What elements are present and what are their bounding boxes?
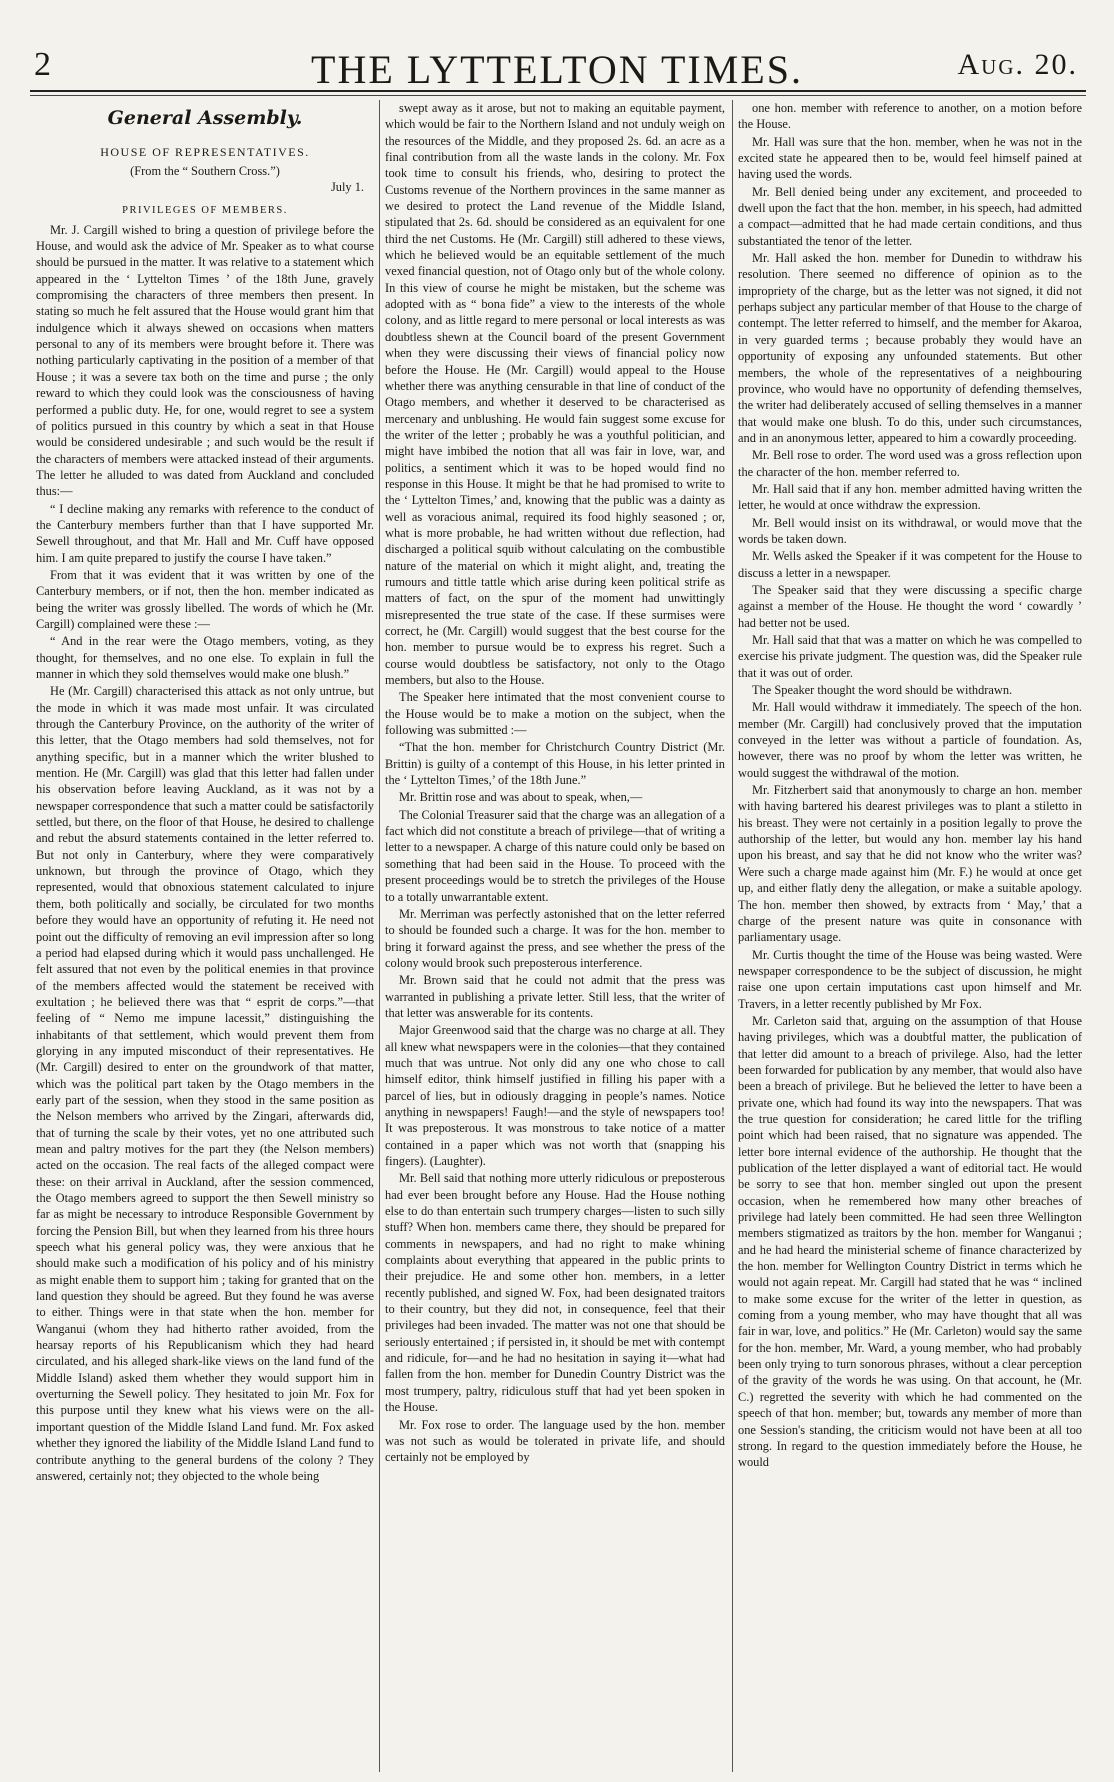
masthead-rule	[30, 90, 1086, 92]
paragraph: Mr. Hall said that if any hon. member admitted having written the letter, he would at once withdraw the expression.	[738, 481, 1082, 513]
paragraph: “That the hon. member for Christchurch Country District (Mr. Brittin) is guilty of a contempt of this House, in his letter printed in the ‘ Lyttelton Times,’ of the 18th June.”	[385, 740, 725, 788]
column-body	[36, 222, 374, 1484]
article-date: July 1.	[330, 180, 364, 195]
paragraph: Mr. Merriman was perfectly astonished that on the letter referred to should be founded such a charge. It was for the hon. member to bring it forward against the press, and see whether the press of the colony would brook such preposterous interference.	[385, 906, 725, 970]
paragraph: Mr. Wells asked the Speaker if it was competent for the House to discuss a letter in a newspaper.	[738, 549, 1082, 580]
paragraph: one hon. member with reference to another, on a motion before the House.	[738, 101, 1082, 132]
paragraph: From that it was evident that it was written by one of the Canterbury members, or if not, then the hon. member indicated as being the writer was grossly libelled. The words of which he (Mr. Cargill) complained were these :—	[36, 567, 374, 631]
column-body	[385, 100, 725, 1466]
column-divider	[732, 100, 733, 1772]
paragraph: swept away as it arose, but not to making an equitable payment, which would be fair to the Northern Island and not unduly weigh on the resources of the Middle, and they proposed 2s. 6d. an acre as a final contribution from all the waste lands in the colony. Mr. Fox took time to consult his friends, who, desiring to protect the Customs revenue of the Northern provinces in the same manner as we desired to protect the Land revenue of the Middle Island, stipulated that 2s. 6d. should be considered as an equivalent for one third the net Customs. He (Mr. Cargill) still adhered to these views, which he believed would be an equitable settlement of the much vexed financial question, not of Otago only but of the whole colony. In this view of course he might be mistaken, but the scheme was adopted with as “ bona fide” a view to the interests of the whole colony, and as little regard to mere personal or local interests as was doubtless shewn at the Council board of the present Government when they were discussing their views of financial policy now before the House. He (Mr. Cargill) would appeal to the House whether there was anything censurable in that line of conduct of the Otago members, and whether it deserved to be characterised as mercenary and unblushing. He would fain suggest some excuse for the writer of the letter ; probably he was a youthful politician, and might have imbibed the notion that all was fair in love, war, and politics, a sentiment which it was to be hoped would find no response in this House. It might be that he had promised to write to the ‘ Lyttelton Times,’ and, knowing that the public was a dainty as well as voracious animal, required its food highly seasoned ; or, what is more probable, he had written without due reflection, had discharged a political squib without calculating on the combustible nature of the material on which it might alight, and, treating the rumours and tittle tattle which arise during keen political strife as matters of fact, on the spur of the moment had unwittingly misrepresented the true state of the case. If these surmises were correct, he (Mr. Cargill) would suggest that the best course for the hon. member to pursue would be to express his regret. Such a course would doubtless be satisfactory, not only to the Otago members, but also to the House.	[385, 101, 725, 688]
paragraph: Mr. Bell denied being under any excitement, and proceeded to dwell upon the fact that the hon. member, in his speech, had admitted a compact—admitted that he had made certain conditions, and thus substantiated the tenor of the letter.	[738, 184, 1082, 248]
paragraph: “ I decline making any remarks with reference to the conduct of the Canterbury members further than that I have supported Mr. Sewell throughout, and that Mr. Hall and Mr. Cuff have opposed him. I am quite prepared to justify the course I have taken.”	[36, 501, 374, 565]
paragraph: Mr. Hall asked the hon. member for Dunedin to withdraw his resolution. There seemed no difference of opinion as to the impropriety of the charge, but as the letter was not signed, it did not perhaps subject any particular member of that House to the charge of contempt. The letter referred to himself, and the member for Akaroa, in very guarded terms ; because probably they would have an opportunity of exposing any unfounded statements. But other members, the whole of the representatives of a neighbouring province, who would have no opportunity of defending themselves, the writer had deliberately accused of selling themselves in a manner that would make one blush. To do this, under such circumstances, and in an anonymous letter, appeared to him a cowardly proceeding.	[738, 251, 1082, 445]
paragraph: Mr. Carleton said that, arguing on the assumption of that House having privileges, which was a doubtful matter, the publication of that letter did amount to a breach of privilege. Also, had the letter been forwarded for publication by any member, that would also have been a breach of privilege. But he believed the letter to have been a private one, which had found its way into the newspapers. That was the true question for consideration; he cared little for the trifling point which had been raised, that no signature was appended. The letter bore internal evidence of the authorship. He thought that the publication of the letter displayed a want of editorial tact. He would be sorry to see that hon. member singled out upon the present occasion, when he remembered how many other breaches of privilege had lately been committed. He had seen three Wellington members stigmatized as traitors by the hon. member for Wanganui ; and he had heard the ministerial scheme of finance characterized by the hon. member for Wellington Country District in terms which he would not again repeat. Mr. Cargill had stated that he was “ inclined to make some excuse for the writer of the letter in question, as coming from a young member, who may have thought that all was fair in war, love, and politics.” He (Mr. Carleton) would say the same for the hon. member, Mr. Ward, a young member, who had probably been only trying to turn sonorous phrases, without a clear perception of the gravity of the words he was using. On that account, he (Mr. C.) regretted the severity with which he had commented on the speech of that hon. member; but, towards any member of more than one Session's standing, the criticism would not have been at all too strong. In regard to the question immediately before the House, he would	[738, 1013, 1082, 1470]
paragraph: Mr. Bell would insist on its withdrawal, or would move that the words be taken down.	[738, 515, 1082, 546]
paragraph: Mr. Hall said that that was a matter on which he was compelled to exercise his private judgment. The question was, did the Speaker rule that it was out of order.	[738, 633, 1082, 680]
article-source: (From the “ Southern Cross.”)	[130, 163, 280, 178]
paragraph: Mr. Hall was sure that the hon. member, when he was not in the excited state he appeared then to be, would feel himself pained at having used the words.	[738, 134, 1082, 182]
paragraph: Mr. Brown said that he could not admit that the press was warranted in publishing a private letter. Still less, that the writer of that letter was answerable for its contents.	[385, 973, 725, 1020]
paragraph: He (Mr. Cargill) characterised this attack as not only untrue, but the mode in which it was made most unfair. It was circulated through the Canterbury Province, on the authority of the writer of this letter, that the Otago members had sold themselves, not for anything specific, but in a manner which the writer blushed to mention. He (Mr. Cargill) was glad that this letter had fallen under his observation before leaving Auckland, as it was not by a newspaper correspondence that such a matter could be satisfactorily settled, but there, on the floor of that House, he desired to challenge and rebut the absurd statements contained in the letter referred to. But not only in Canterbury, where they were comparatively unknown, but through the province of Otago, which they represented, would that obnoxious statement calculated to injure them, both politically and socially, be circulated for two months before they would have an opportunity of refuting it. He need not point out the difficulty of removing an evil impression after so long a period had elapsed during which it would pass unchallenged. He felt assured that not even by the political enemies in that province of the members affected would the statement be received with exultation ; he believed there was that “ esprit de corps.”—that feeling of “ Nemo me impune lacessit,” distinguishing the inhabitants of that settlement, which would prevent them from glorying in any imputed misconduct of their representatives. He (Mr. Cargill) desired to enter on the groundwork of that matter, which was the political part taken by the Otago members in the early part of the session, when they stood in the same position as the Nelson members who arrived by the Zingari, afterwards did, that of turning the scale by their votes, yet no one attributed such mean and paltry motives for the part they (the Nelson members) acted on the occasion. The real facts of the alleged compact were these: on their arrival in Auckland, after the session commenced, the Otago members agreed to support the then Sewell ministry so far as might be necessary to introduce Responsible Government by forcing the Pension Bill, but when they learned from his three hours speech what his general policy was, they were anxious that he should make such a modification of his policy and of his ministry as might enable them to support him ; taking for granted that on the land question they should be agreed. But they found he was averse to either. Things were in that state when the hon. member for Wanganui (whom they had hitherto rather avoided, from the hearsay reports of his Republicanism which they had heard circulated, and his alleged shark-like views on the land fund of the Middle Island) asked them whether they would support him in overturning the Sewell policy. They hesitated to join Mr. Fox for this purpose until they knew what his views were on the all-important question of the Middle Island Land fund. Mr. Fox asked whether they ignored the liability of the Middle Island Land fund to contribute anything to the general burdens of the colony ? They answered, certainly not; they objected to the whole being	[36, 684, 374, 1483]
column-body	[738, 100, 1082, 1471]
paragraph: Mr. Curtis thought the time of the House was being wasted. Were newspaper correspondence to be the subject of discussion, he might raise one upon certain imputations cast upon himself and Mr. Travers, in a letter recently published by Mr Fox.	[738, 947, 1082, 1011]
paragraph: Mr. J. Cargill wished to bring a question of privilege before the House, and would ask the advice of Mr. Speaker as to what course should be pursued in the matter. It was relative to a statement which appeared in the ‘ Lyttelton Times ’ of the 18th June, gravely compromising the characters of three members then present. In stating so much he felt assured that the House would grant him that indulgence which it always shewed on occasions when matters personal to any of its members were brought before it. There was nothing particularly captivating in the position of a member of that House ; it was a severe tax both on the time and purse ; the only reward to which they could look was the consciousness of having performed a public duty. He, for one, would regret to see a system of politics pursued in this country by which a seat in that House would be considered undesirable ; and such would be the result if the characters of members were attacked instead of their arguments. The letter he alluded to was dated from Auckland and concluded thus:—	[36, 222, 374, 499]
column-1	[36, 100, 374, 1772]
paragraph: The Speaker here intimated that the most convenient course to the House would be to make a motion on the subject, when the following was submitted :—	[385, 690, 725, 738]
paragraph: The Colonial Treasurer said that the charge was an allegation of a fact which did not constitute a breach of privilege—that of writing a letter to a newspaper. A charge of this nature could only be based on something that had been said in the House. To proceed with the present proceedings would be to stretch the privileges of the House to a totally unwarrantable extent.	[385, 807, 725, 904]
newspaper-title: THE LYTTELTON TIMES.	[311, 47, 803, 92]
masthead	[30, 44, 1084, 96]
paragraph: Mr. Fitzherbert said that anonymously to charge an hon. member with having bartered his dearest privileges was to plant a stiletto in his breast. They were not certainly in a position legally to prove the authorship of the letter, but would any hon. member lay his hand upon his breast, and say that he did not know who the writer was? Were such a charge made against him (Mr. F.) he would at once get up, and either flatly deny the allegation, or make a suitable apology. The hon. member then showed, by extracts from ‘ May,’ that a charge of the present nature was quite in consonance with parliamentary usage.	[738, 783, 1082, 945]
paragraph: The Speaker thought the word should be withdrawn.	[752, 683, 1013, 698]
article-heading: HOUSE OF REPRESENTATIVES.	[100, 145, 310, 160]
issue-date: Aug. 20.	[957, 48, 1078, 81]
article-subheading: PRIVILEGES OF MEMBERS.	[122, 205, 288, 217]
masthead-rule-thin	[30, 95, 1086, 96]
paragraph: “ And in the rear were the Otago members, voting, as they thought, for themselves, and no one else. To explain in full the manner in which they sold themselves would make one blush.”	[36, 634, 374, 681]
column-2	[385, 100, 725, 1772]
section-title: General Assembly.	[107, 107, 303, 129]
paragraph: Mr. Bell said that nothing more utterly ridiculous or preposterous had ever been brought before any House. Had the House nothing else to do than entertain such trumpery charges—listen to such silly stuff? When hon. members came there, they should be prepared for comments in newspapers, and had no right to make whining complaints about everything that appeared in the public prints to their prejudice. He and some other hon. members, in a letter recently published, and signed W. Fox, had been designated traitors to their country, but they did not, in consequence, feel that their privileges had been invaded. The matter was not one that should be seriously entertained ; if persisted in, it should be met with contempt and ridicule, for—and he had no hesitation in saying it—what had fallen from the hon. member for Dunedin Country District was the most trumpery, paltry, ridiculous stuff that had yet been spoken in the House.	[385, 1171, 725, 1415]
column-divider	[379, 100, 380, 1772]
column-3	[738, 100, 1082, 1772]
paragraph: Mr. Fox rose to order. The language used by the hon. member was not such as would be tolerated in private life, and should certainly not be employed by	[385, 1417, 725, 1465]
paragraph: Mr. Hall would withdraw it immediately. The speech of the hon. member (Mr. Cargill) had conclusively proved that the imputation conveyed in the letter was without a particle of foundation. As, however, there was no proof by whom the letter was written, he would suggest the withdrawal of the motion.	[738, 700, 1082, 780]
paragraph: Major Greenwood said that the charge was no charge at all. They all knew what newspapers were in the colonies—that they contained much that was untrue. Not only did any one who chose to call himself editor, think himself justified in filling his paper with a parcel of lies, but in odiously dragging in people’s names. Notice anything in newspapers! Faugh!—and the style of newspapers too! It was preposterous. It was monstrous to take notice of a matter contained in a paper which was not worth that (snapping his fingers). (Laughter).	[385, 1023, 725, 1168]
page-number: 2	[34, 46, 51, 83]
paragraph: Mr. Brittin rose and was about to speak, when,—	[399, 790, 643, 805]
paragraph: Mr. Bell rose to order. The word used was a gross reflection upon the character of the hon. member referred to.	[738, 448, 1082, 479]
paragraph: The Speaker said that they were discussing a specific charge against a member of the House. He thought the word ‘ cowardly ’ had better not be used.	[738, 582, 1082, 630]
